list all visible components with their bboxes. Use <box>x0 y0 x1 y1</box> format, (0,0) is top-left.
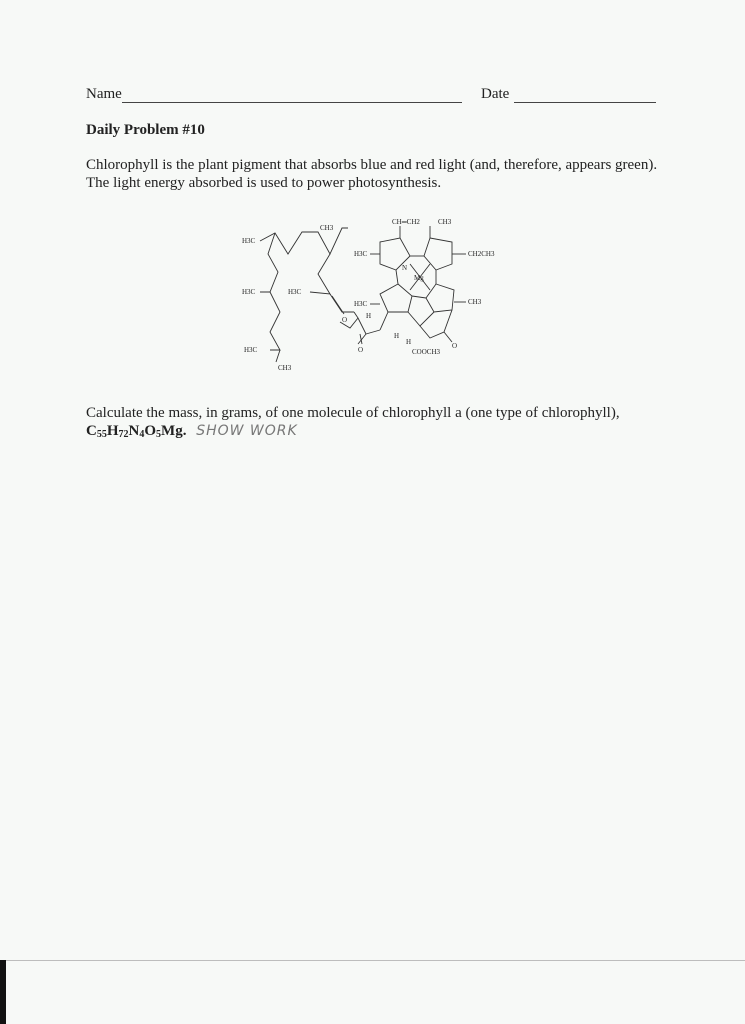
intro-line-2: The light energy absorbed is used to power photosynthesis. <box>86 175 442 191</box>
label-h-1: H <box>366 312 372 320</box>
intro-line-1: Chlorophyll is the plant pigment that absorbs blue and red light (and, therefore, appears green). <box>86 157 658 173</box>
label-h3c-tail-2: H3C <box>242 288 256 296</box>
label-h3c-tail-3: H3C <box>288 288 302 296</box>
question-line-1: Calculate the mass, in grams, of one molecule of chlorophyll a (one type of chlorophyll), <box>86 405 620 421</box>
label-ethyl: CH2CH3 <box>468 250 495 258</box>
date-label: Date <box>481 86 510 102</box>
label-ch3-ring: CH3 <box>438 218 452 226</box>
question-paragraph <box>86 404 706 444</box>
label-o-carbonyl-2: O <box>452 342 458 350</box>
handwritten-show-work: SHOW WORK <box>196 423 298 439</box>
date-field-line[interactable] <box>514 102 656 103</box>
label-ch3-bottom: CH3 <box>278 364 292 372</box>
label-o-carbonyl-1: O <box>358 346 364 354</box>
page-title: Daily Problem #10 <box>86 122 205 138</box>
label-h-2: H <box>394 332 400 340</box>
label-h3c-ring-2: H3C <box>354 300 368 308</box>
label-n: N <box>402 264 408 272</box>
label-ch3-top: CH3 <box>320 224 334 232</box>
label-h-3: H <box>406 338 412 346</box>
label-vinyl: CH═CH2 <box>392 218 420 226</box>
chlorophyll-formula: $C_{55}H_{72}N_4O_5Mg$. <box>86 423 187 440</box>
label-mg: Mg <box>414 274 424 282</box>
label-h3c-tail-4: H3C <box>244 346 258 354</box>
name-label: Name <box>86 86 122 102</box>
name-field-line[interactable] <box>122 102 462 103</box>
chlorophyll-structure-diagram <box>230 214 530 374</box>
label-h3c-ring-1: H3C <box>354 250 368 258</box>
label-cooch3: COOCH3 <box>412 348 441 356</box>
label-h3c-tail-1: H3C <box>242 237 256 245</box>
label-ch3-right: CH3 <box>468 298 482 306</box>
scan-edge-mark <box>0 960 6 1024</box>
label-o-ester: O <box>342 316 348 324</box>
question-line-2 <box>86 422 706 444</box>
scan-divider <box>0 960 745 961</box>
intro-paragraph <box>86 156 686 192</box>
